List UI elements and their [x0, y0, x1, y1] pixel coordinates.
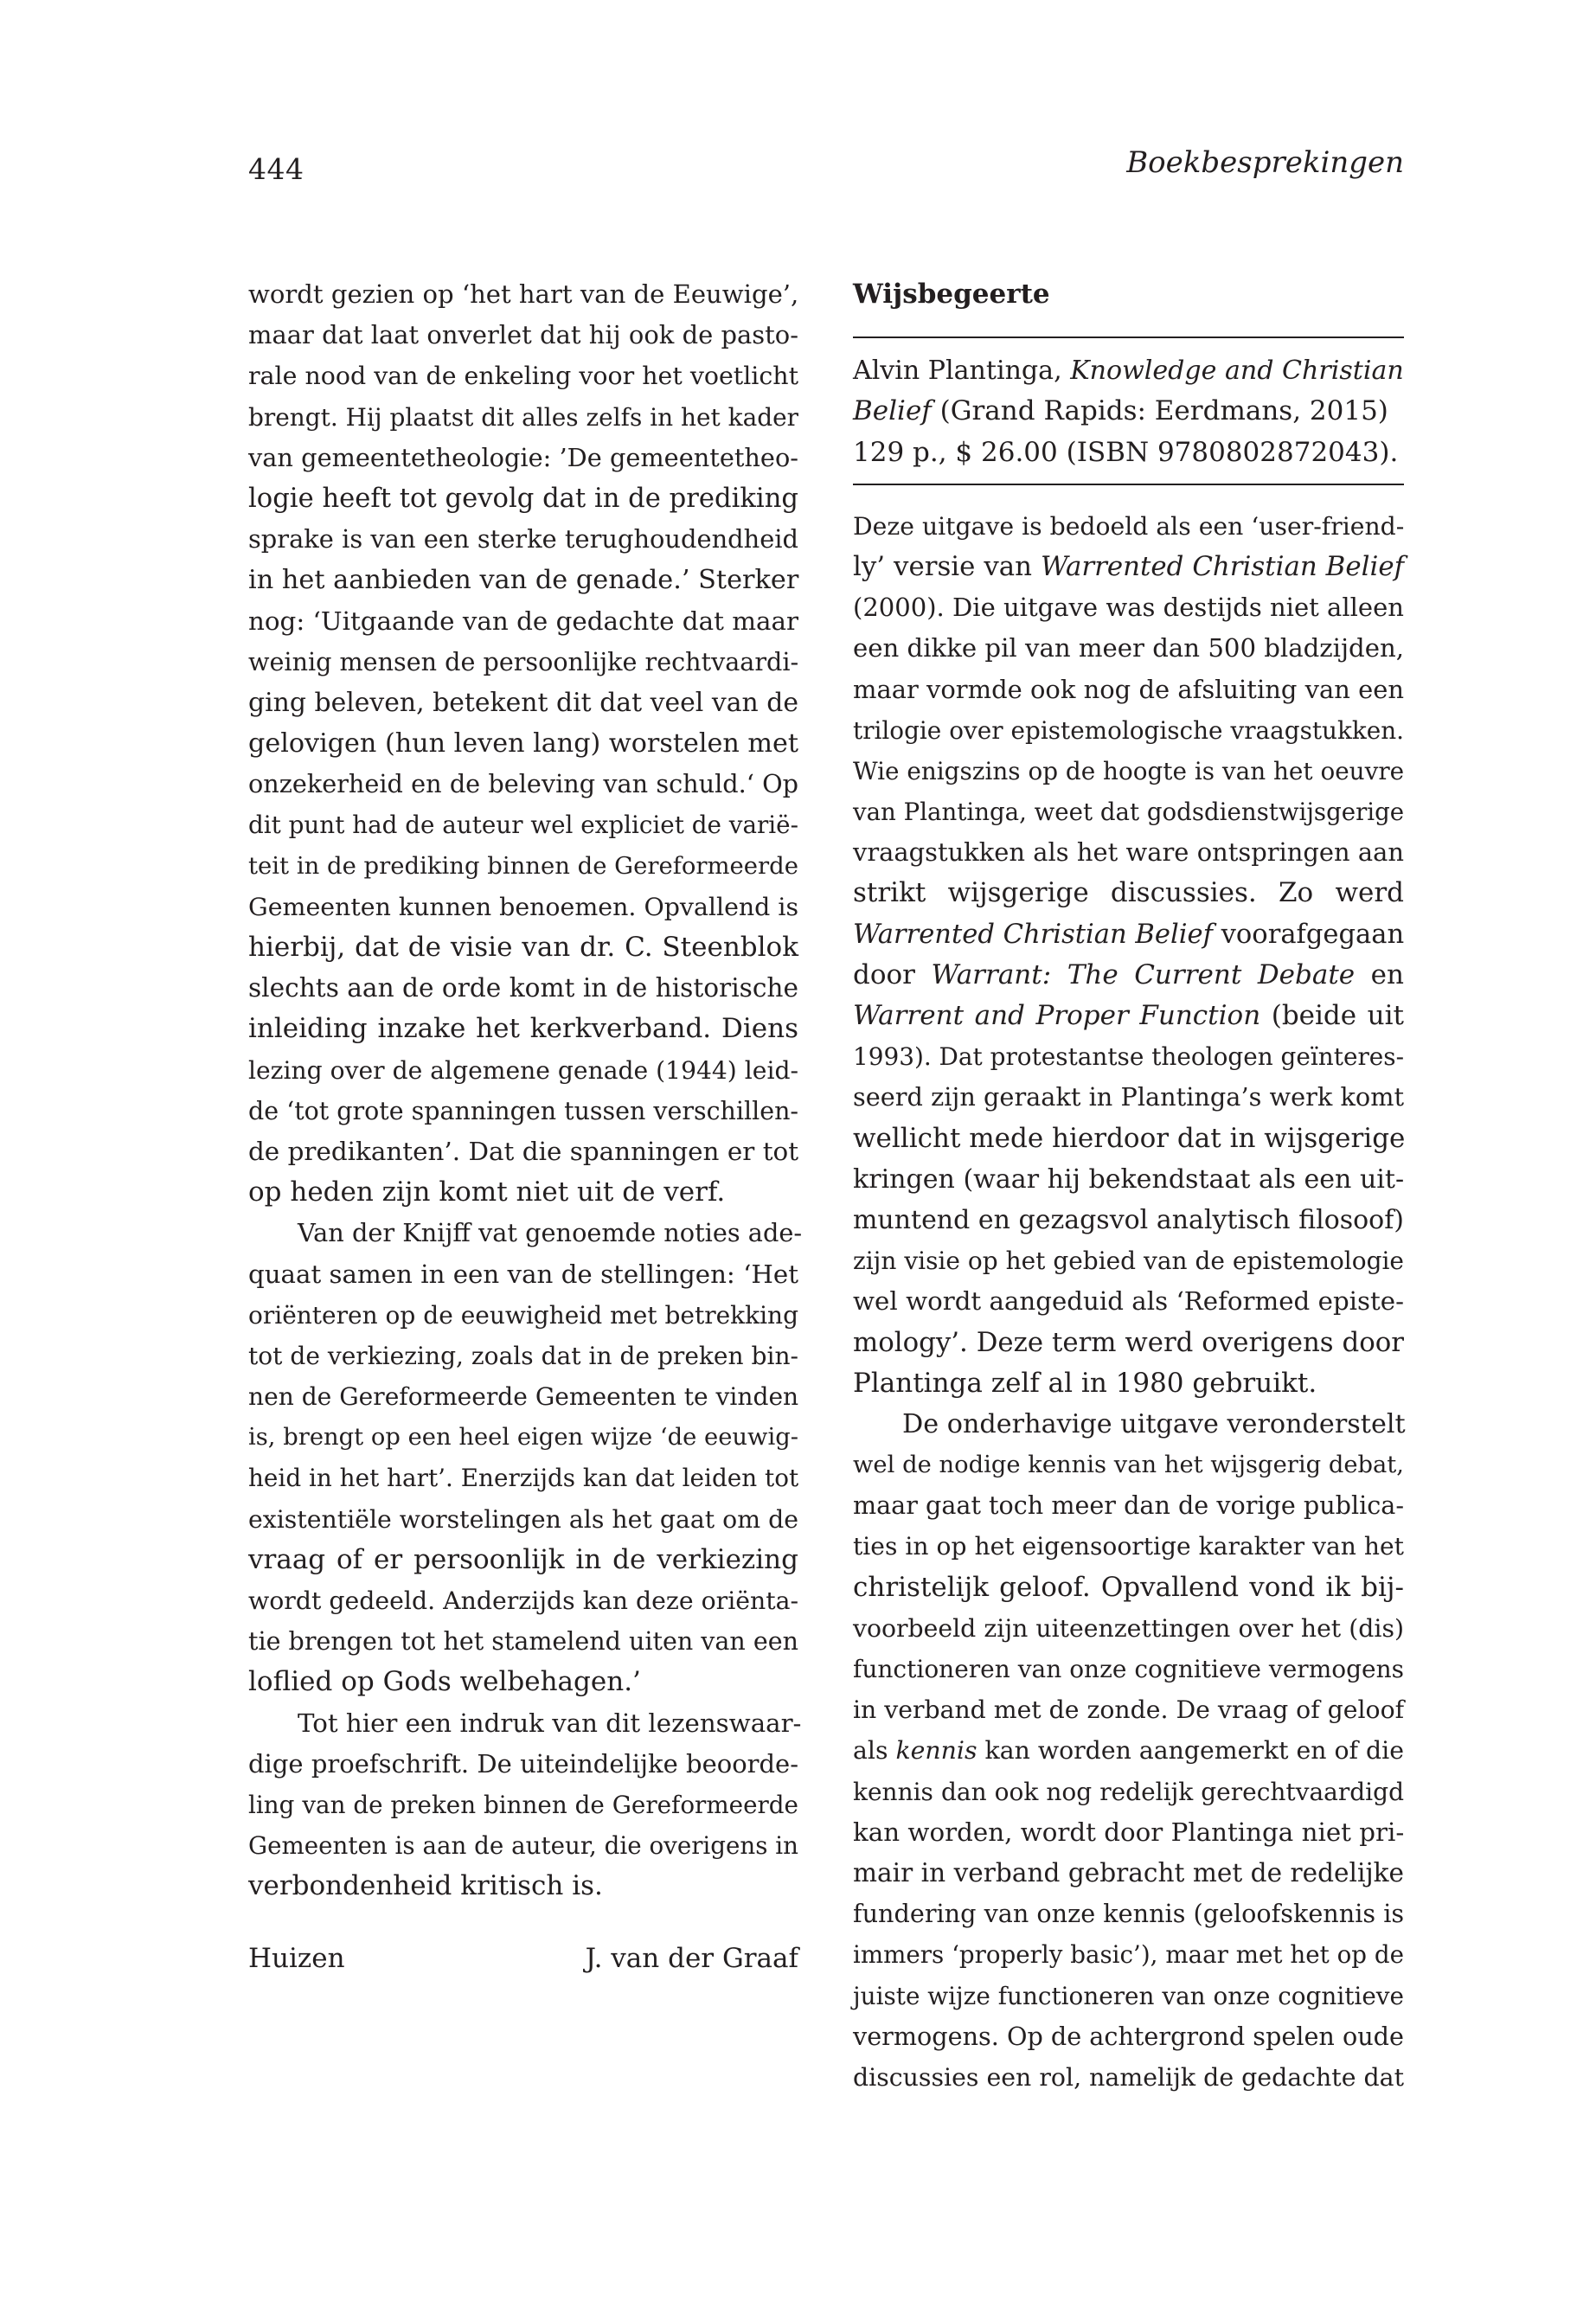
text-line: discussies een rol, namelijk de gedachte dat	[853, 2062, 1404, 2092]
text-line: christelijk geloof. Opvallend vond ik bij-	[853, 1571, 1404, 1603]
right-column	[853, 274, 1404, 2098]
text-line: maar gaat toch meer dan de vorige publica-	[853, 1490, 1404, 1521]
text-line: verbondenheid kritisch is.	[248, 1870, 603, 1902]
text-line: Wie enigszins op de hoogte is van het oeuvre	[853, 756, 1405, 785]
text-line: door Warrant: The Current Debate en	[853, 958, 1404, 990]
text-line: seerd zijn geraakt in Plantinga’s werk komt	[853, 1082, 1404, 1112]
text-line: wellicht mede hierdoor dat in wijsgerige	[853, 1122, 1406, 1154]
paragraph	[248, 1703, 802, 1907]
page-number: 444	[248, 152, 304, 186]
text-line: loflied op Gods welbehagen.’	[248, 1666, 641, 1698]
text-line: wel de nodige kennis van het wijsgerig debat,	[853, 1452, 1404, 1479]
text-line: wordt gedeeld. Anderzijds kan deze oriënta-	[248, 1586, 799, 1615]
citation-title: Knowledge and Christian	[1070, 356, 1404, 387]
text-line: als kennis kan worden aangemerkt en of die	[853, 1736, 1404, 1766]
text-line: Warrented Christian Belief voorafgegaan	[853, 919, 1405, 950]
text-line: kan worden, wordt door Plantinga niet pri-	[853, 1817, 1405, 1847]
text-line: heid in het hart’. Enerzijds kan dat leiden tot	[248, 1464, 799, 1493]
text-line: trilogie over epistemologische vraagstukken.	[853, 715, 1404, 745]
text-line: muntend en gezagsvol analytisch filosoof)	[853, 1204, 1404, 1235]
text-line: ties in op het eigensoortige karakter van het	[853, 1532, 1404, 1561]
text-line: mair in verband gebracht met de redelijke	[853, 1857, 1404, 1888]
text-line: ging beleven, betekent dit dat veel van de	[248, 687, 798, 718]
text-line: oriënteren op de eeuwigheid met betrekking	[248, 1300, 798, 1330]
text-line: Gemeenten is aan de auteur, die overigens in	[248, 1831, 798, 1861]
text-line: voorbeeld zijn uiteenzettingen over het (dis)	[853, 1613, 1404, 1643]
text-line: een dikke pil van meer dan 500 bladzijden,	[853, 633, 1404, 663]
text-line: onzekerheid en de beleving van schuld.‘ Op	[248, 769, 798, 799]
text-line: inleiding inzake het kerkverband. Diens	[248, 1013, 798, 1045]
text-line: fundering van onze kennis (geloofskennis is	[853, 1899, 1405, 1929]
text-line: juiste wijze functioneren van onze cognitieve	[853, 1981, 1404, 2010]
text-line: op heden zijn komt niet uit de verf.	[248, 1176, 726, 1208]
text-line: Plantinga zelf al in 1980 gebruikt.	[853, 1367, 1317, 1399]
review-signature	[248, 1939, 798, 1979]
signature-place: Huizen	[248, 1942, 345, 1974]
text-line: existentiële worstelingen als het gaat om de	[248, 1504, 798, 1534]
text-line: quaat samen in een van de stellingen: ‘Het	[248, 1259, 798, 1289]
text-line: vraag of er persoonlijk in de verkiezing	[248, 1543, 798, 1575]
left-column	[248, 274, 803, 1979]
signature-author: J. van der Graaf	[585, 1942, 798, 1974]
text-line: immers ‘properly basic’), maar met het op de	[853, 1940, 1404, 1970]
divider	[853, 336, 1404, 338]
text-line: wel wordt aangeduid als ‘Reformed episte-	[853, 1286, 1404, 1317]
citation-author: Alvin Plantinga,	[853, 356, 1071, 387]
text-line: Warrent and Proper Function (beide uit	[853, 1000, 1405, 1031]
text-line: De onderhavige uitgave veronderstelt	[902, 1408, 1406, 1439]
paragraph	[853, 506, 1404, 1404]
paragraph	[248, 1213, 803, 1702]
text-line: de ‘tot grote spanningen tussen verschillen-	[248, 1096, 799, 1125]
text-line: 1993). Dat protestantse theologen geïnteres-	[853, 1042, 1404, 1072]
text-line: slechts aan de orde komt in de historische	[248, 973, 799, 1003]
text-line: functioneren van onze cognitieve vermogens	[853, 1655, 1404, 1683]
paragraph	[853, 1404, 1404, 2098]
text-line: van gemeentetheologie: ’De gemeentetheo-	[248, 442, 798, 472]
text-line: mology’. Deze term werd overigens door	[853, 1326, 1404, 1358]
text-line: kringen (waar hij bekendstaat als een uit-	[853, 1163, 1405, 1195]
text-line: sprake is van een sterke terughoudendheid	[248, 524, 798, 554]
text-line: de predikanten’. Dat die spanningen er tot	[248, 1136, 798, 1166]
citation-publisher: (Grand Rapids: Eerdmans, 2015)	[931, 395, 1388, 427]
text-line: Van der Knijff vat genoemde noties ade-	[298, 1218, 803, 1248]
text-line: nog: ‘Uitgaande van de gedachte dat maar	[248, 606, 798, 636]
text-line: tie brengen tot het stamelend uiten van een	[248, 1627, 798, 1657]
text-line: brengt. Hij plaatst dit alles zelfs in het kader	[248, 402, 798, 432]
text-line: Gemeenten kunnen benoemen. Opvallend is	[248, 892, 799, 921]
text-line: van Plantinga, weet dat godsdienstwijsgerige	[853, 798, 1405, 827]
text-line: teit in de prediking binnen de Gereformeerde	[248, 852, 798, 880]
text-line: in verband met de zonde. De vraag of geloof	[853, 1695, 1405, 1725]
text-line: gelovigen (hun leven lang) worstelen met	[248, 728, 799, 760]
text-line: lezing over de algemene genade (1944) leid-	[248, 1055, 798, 1085]
text-line: Tot hier een indruk van dit lezenswaar-	[298, 1708, 802, 1738]
text-line: is, brengt op een heel eigen wijze ‘de eeuwig-	[248, 1424, 798, 1452]
text-line: rale nood van de enkeling voor het voetlicht	[248, 362, 798, 391]
text-line: tot de verkiezing, zoals dat in de preken bin-	[248, 1341, 798, 1370]
text-line: strikt wijsgerige discussies. Zo werd	[853, 877, 1404, 909]
text-line: Deze uitgave is bedoeld als een ‘user-friend-	[853, 511, 1405, 541]
paragraph	[248, 274, 798, 1213]
text-line: in het aanbieden van de genade.’ Sterker	[248, 565, 799, 596]
text-line: (2000). Die uitgave was destijds niet alleen	[853, 593, 1404, 623]
text-line: ly’ versie van Warrented Christian Belief	[853, 550, 1404, 582]
citation-title: Belief	[853, 395, 932, 427]
citation-details: 129 p., $ 26.00 (ISBN 9780802872043).	[853, 436, 1399, 468]
text-line: zijn visie op het gebied van de epistemologie	[853, 1247, 1404, 1276]
text-line: vermogens. Op de achtergrond spelen oude	[853, 2021, 1404, 2051]
divider	[853, 484, 1404, 485]
text-line: wordt gezien op ‘het hart van de Eeuwige’,	[248, 279, 799, 309]
text-line: logie heeft tot gevolg dat in de prediking	[248, 483, 798, 514]
text-line: kennis dan ook nog redelijk gerechtvaardigd	[853, 1777, 1404, 1806]
section-title: Wijsbegeerte	[853, 279, 1050, 310]
text-line: vraagstukken als het ware ontspringen aan	[853, 837, 1404, 868]
text-line: ling van de preken binnen de Gereformeerde	[248, 1790, 798, 1819]
text-line: maar dat laat onverlet dat hij ook de pasto-	[248, 320, 798, 350]
text-line: nen de Gereformeerde Gemeenten te vinden	[248, 1382, 799, 1412]
text-line: hierbij, dat de visie van dr. C. Steenblok	[248, 932, 798, 963]
text-line: dige proefschrift. De uiteindelijke beoorde-	[248, 1748, 798, 1779]
running-head: Boekbesprekingen	[1126, 145, 1404, 180]
text-line: maar vormde ook nog de afsluiting van een	[853, 674, 1404, 704]
text-line: dit punt had de auteur wel expliciet de varië-	[248, 811, 798, 840]
text-line: weinig mensen de persoonlijke rechtvaardi-	[248, 646, 799, 676]
book-citation	[853, 350, 1404, 473]
